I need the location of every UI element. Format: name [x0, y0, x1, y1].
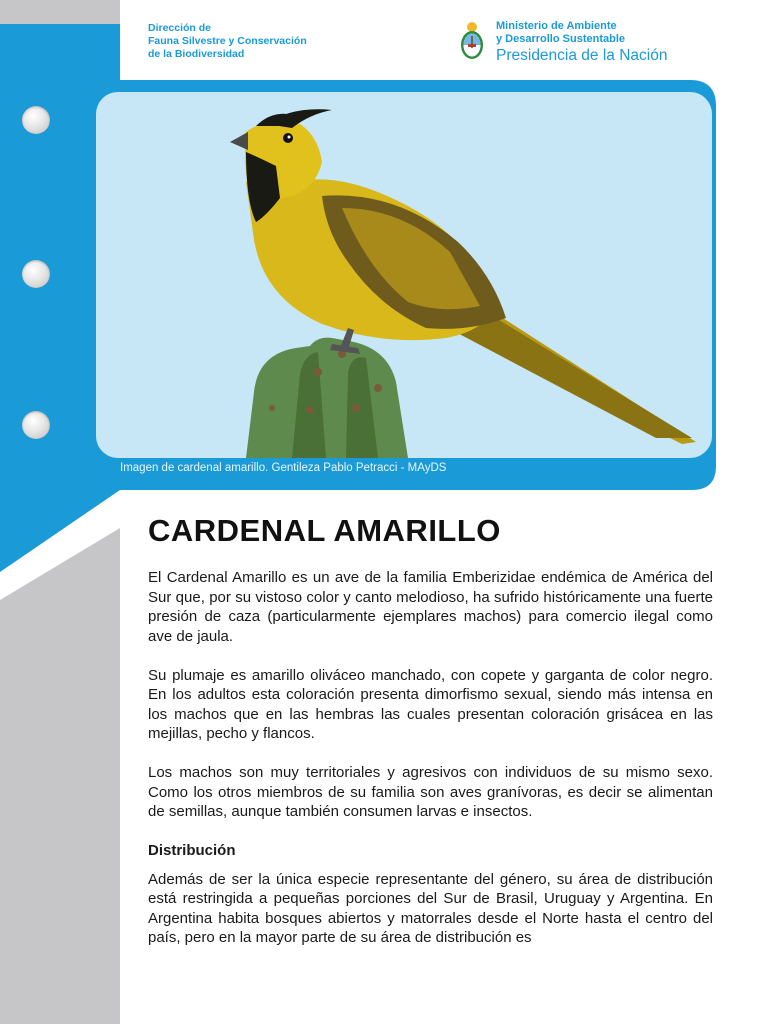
section-paragraph: Además de ser la única especie representante del género, su área de distribución está restringida a pequeñas porciones del Sur de Brasil, Uruguay y Argentina. En Argentina habita bosques abiertos y matorrales desde el Norte hasta el centro del país, pero en la mayor parte de su área de distribución es	[148, 870, 713, 946]
ministry-line: Ministerio de Ambiente	[496, 20, 617, 32]
photo-caption: Imagen de cardenal amarillo. Gentileza Pablo Petracci - MAyDS	[120, 462, 447, 474]
ministry-logo	[456, 18, 756, 68]
department-line: Fauna Silvestre y Conservación	[148, 35, 307, 47]
argentina-coat-of-arms-icon	[456, 20, 488, 62]
ministry-line: y Desarrollo Sustentable	[496, 33, 625, 45]
department-name	[148, 22, 408, 61]
page-title: CARDENAL AMARILLO	[148, 513, 501, 548]
department-line: Dirección de	[148, 22, 212, 34]
article-paragraph: Los machos son muy territoriales y agresivos con individuos de su mismo sexo. Como los otros miembros de su familia son aves granívoras, es decir se alimentan de semillas, aunque también consumen larvas e insectos.	[148, 764, 713, 820]
article-paragraph: Su plumaje es amarillo oliváceo manchado, con copete y garganta de color negro. En los adultos esta coloración presenta dimorfismo sexual, siendo más intensa en los machos que en las hembras las cuales presentan coloración grisácea en las mejillas, pecho y flancos.	[148, 666, 713, 742]
cactus-shape	[246, 338, 408, 458]
article-paragraph: El Cardenal Amarillo es un ave de la familia Emberizidae endémica de América del Sur que, por su vistoso color y canto melodioso, ha sufrido históricamente una fuerte presión de caza (particularmente ejemplares machos) para comercio ilegal como ave de jaula.	[148, 569, 713, 645]
department-line: de la Biodiversidad	[148, 48, 245, 60]
bird-photo	[96, 92, 712, 458]
article-body	[148, 568, 713, 967]
yellow-cardinal-illustration	[96, 92, 712, 458]
presidency-name: Presidencia de la Nación	[496, 47, 668, 64]
section-heading: Distribución	[148, 842, 236, 859]
